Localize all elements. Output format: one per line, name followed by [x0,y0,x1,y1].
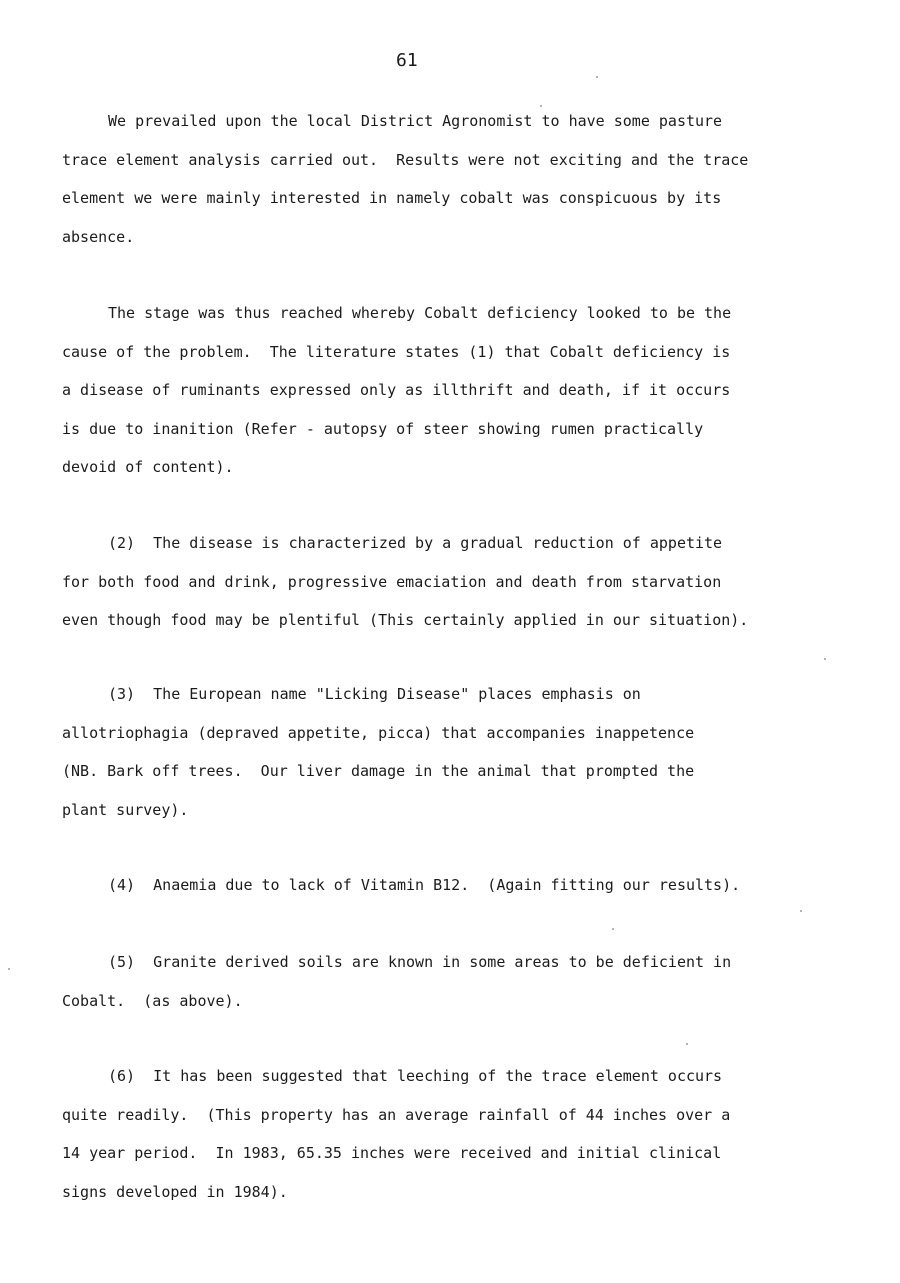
page-number: 61 [396,50,418,71]
text-line: quite readily. (This property has an average rainfall of 44 inches over a [62,1105,731,1124]
text-line: allotriophagia (depraved appetite, picca) that accompanies inappetence [62,723,695,742]
scan-speck [540,105,542,107]
text-line: (3) The European name "Licking Disease" places emphasis on [108,685,641,703]
scan-speck [824,658,826,660]
text-line: absence. [62,227,135,246]
text-line: (4) Anaemia due to lack of Vitamin B12. (Again fitting our results). [108,876,741,894]
scan-speck [612,928,614,930]
text-line: even though food may be plentiful (This certainly applied in our situation). [62,611,749,629]
text-line: 14 year period. In 1983, 65.35 inches were received and initial clinical [62,1144,722,1162]
text-line: (6) It has been suggested that leeching of the trace element occurs [108,1067,723,1085]
text-line: is due to inanition (Refer - autopsy of steer showing rumen practically [62,419,704,438]
text-line: (2) The disease is characterized by a gradual reduction of appetite [108,534,723,552]
text-line: plant survey). [62,800,189,819]
scan-speck [800,910,802,912]
text-line: signs developed in 1984). [62,1182,288,1201]
paragraph-point-4 [62,878,822,917]
paragraph-point-5 [62,955,822,1032]
paragraph-point-6 [62,1069,822,1223]
text-line: Cobalt. (as above). [62,991,243,1010]
paragraph-cobalt-deficiency [62,306,822,499]
text-line: element we were mainly interested in namely cobalt was conspicuous by its [62,189,722,207]
text-line: (5) Granite derived soils are known in some areas to be deficient in [108,953,732,971]
scan-speck [8,968,10,970]
paragraph-district-agronomist [62,114,822,268]
text-line: The stage was thus reached whereby Cobalt deficiency looked to be the [108,304,732,322]
text-line: devoid of content). [62,458,234,476]
scan-speck [596,76,598,78]
text-line: a disease of ruminants expressed only as illthrift and death, if it occurs [62,381,731,399]
paragraph-point-2 [62,536,822,652]
text-line: for both food and drink, progressive emaciation and death from starvation [62,572,722,591]
paragraph-point-3 [62,687,822,841]
text-line: We prevailed upon the local District Agronomist to have some pasture [108,112,723,130]
scan-speck [686,1043,688,1045]
text-line: cause of the problem. The literature states (1) that Cobalt deficiency is [62,342,731,361]
text-line: (NB. Bark off trees. Our liver damage in the animal that prompted the [62,762,695,780]
text-line: trace element analysis carried out. Results were not exciting and the trace [62,150,749,169]
